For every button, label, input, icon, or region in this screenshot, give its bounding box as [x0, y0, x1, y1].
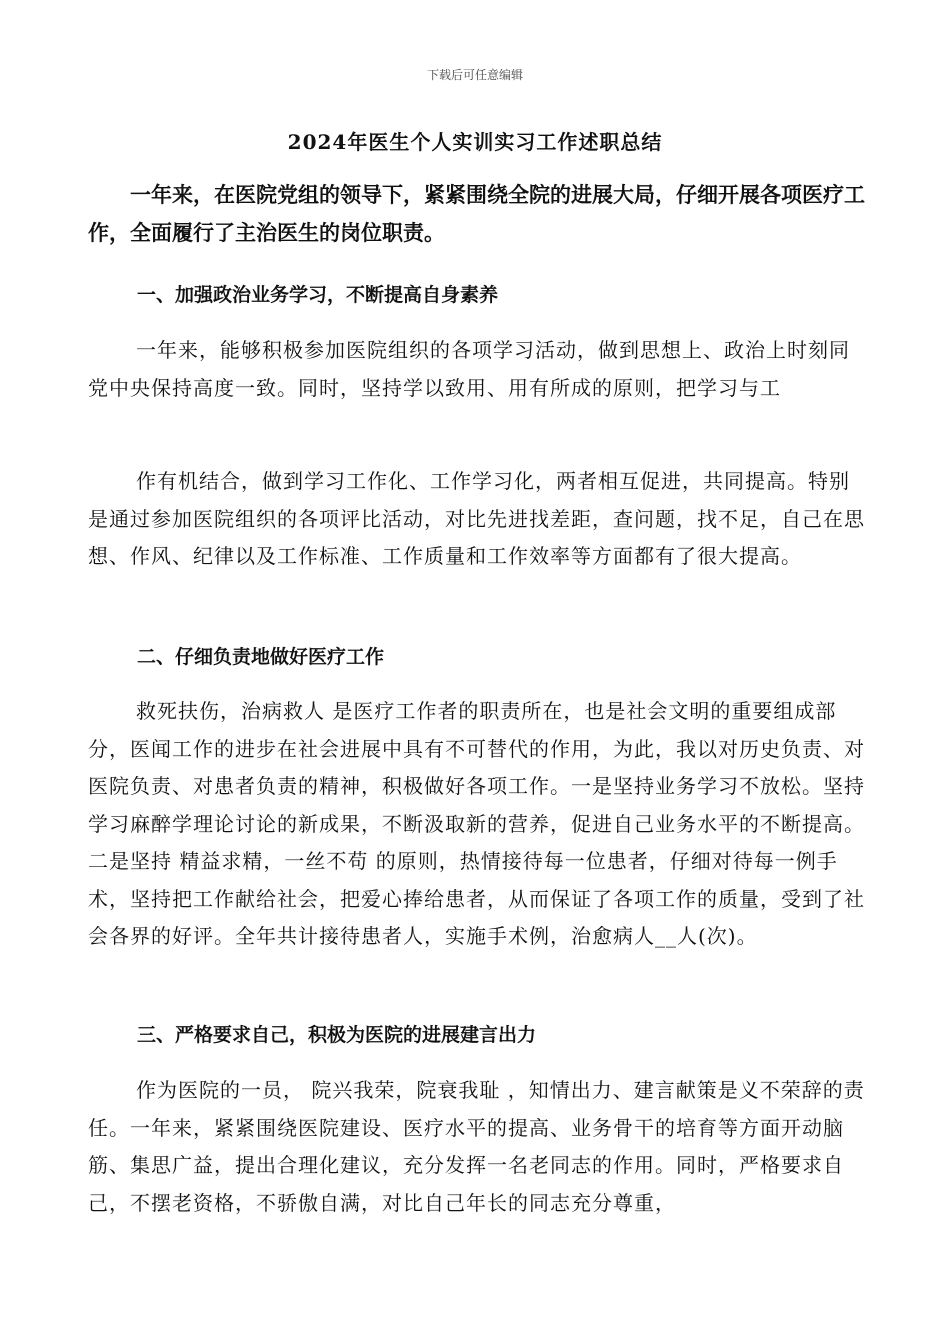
document-title: 2024年医生个人实训实习工作述职总结 — [287, 130, 663, 154]
section3-heading: 三、严格要求自己，积极为医院的进展建言出力 — [137, 1024, 537, 1046]
intro-paragraph: 一年来，在医院党组的领导下，紧紧围绕全院的进展大局，仔细开展各项医疗工作，全面履行了主治医生的岗位职责。 — [88, 183, 865, 245]
section2-paragraph-1: 救死扶伤，治病救人 是医疗工作者的职责所在，也是社会文明的重要组成部分，医闻工作的进步在社会进展中具有不可替代的作用，为此，我以对历史负责、对医院负责、对患者负责的精神，积极做好各项工作。一是坚持业务学习不放松。坚持学习麻醉学理论讨论的新成果，不断汲取新的营养，促进自己业务水平的不断提高。二是坚持 精益求精，一丝不苟 的原则，热情接待每一位患者，仔细对待每一例手术，坚持把工作献给社会，把爱心捧给患者，从而保证了各项工作的质量，受到了社会各界的好评。全年共计接待患者人，实施手术例，治愈病人__人(次)。 — [88, 699, 865, 948]
header-note: 下载后可任意编辑 — [426, 68, 523, 82]
section1-paragraph-1: 一年来，能够积极参加医院组织的各项学习活动，做到思想上、政治上时刻同党中央保持高度一致。同时，坚持学以致用、用有所成的原则，把学习与工 — [88, 338, 850, 400]
section1-paragraph-2: 作有机结合，做到学习工作化、工作学习化，两者相互促进，共同提高。特别是通过参加医院组织的各项评比活动，对比先进找差距，查问题，找不足，自己在思想、作风、纪律以及工作标准、工作质量和工作效率等方面都有了很大提高。 — [88, 469, 865, 568]
section2-heading: 二、仔细负责地做好医疗工作 — [137, 646, 385, 668]
section3-paragraph-1: 作为医院的一员， 院兴我荣，院衰我耻 ，知情出力、建言献策是义不荣辞的责任。一年来，紧紧围绕医院建设、医疗水平的提高、业务骨干的培育等方面开动脑筋、集思广益，提出合理化建议，充分发挥一名老同志的作用。同时，严格要求自己，不摆老资格，不骄傲自满，对比自己年长的同志充分尊重， — [88, 1078, 865, 1215]
section1-heading: 一、加强政治业务学习，不断提高自身素养 — [137, 284, 499, 306]
